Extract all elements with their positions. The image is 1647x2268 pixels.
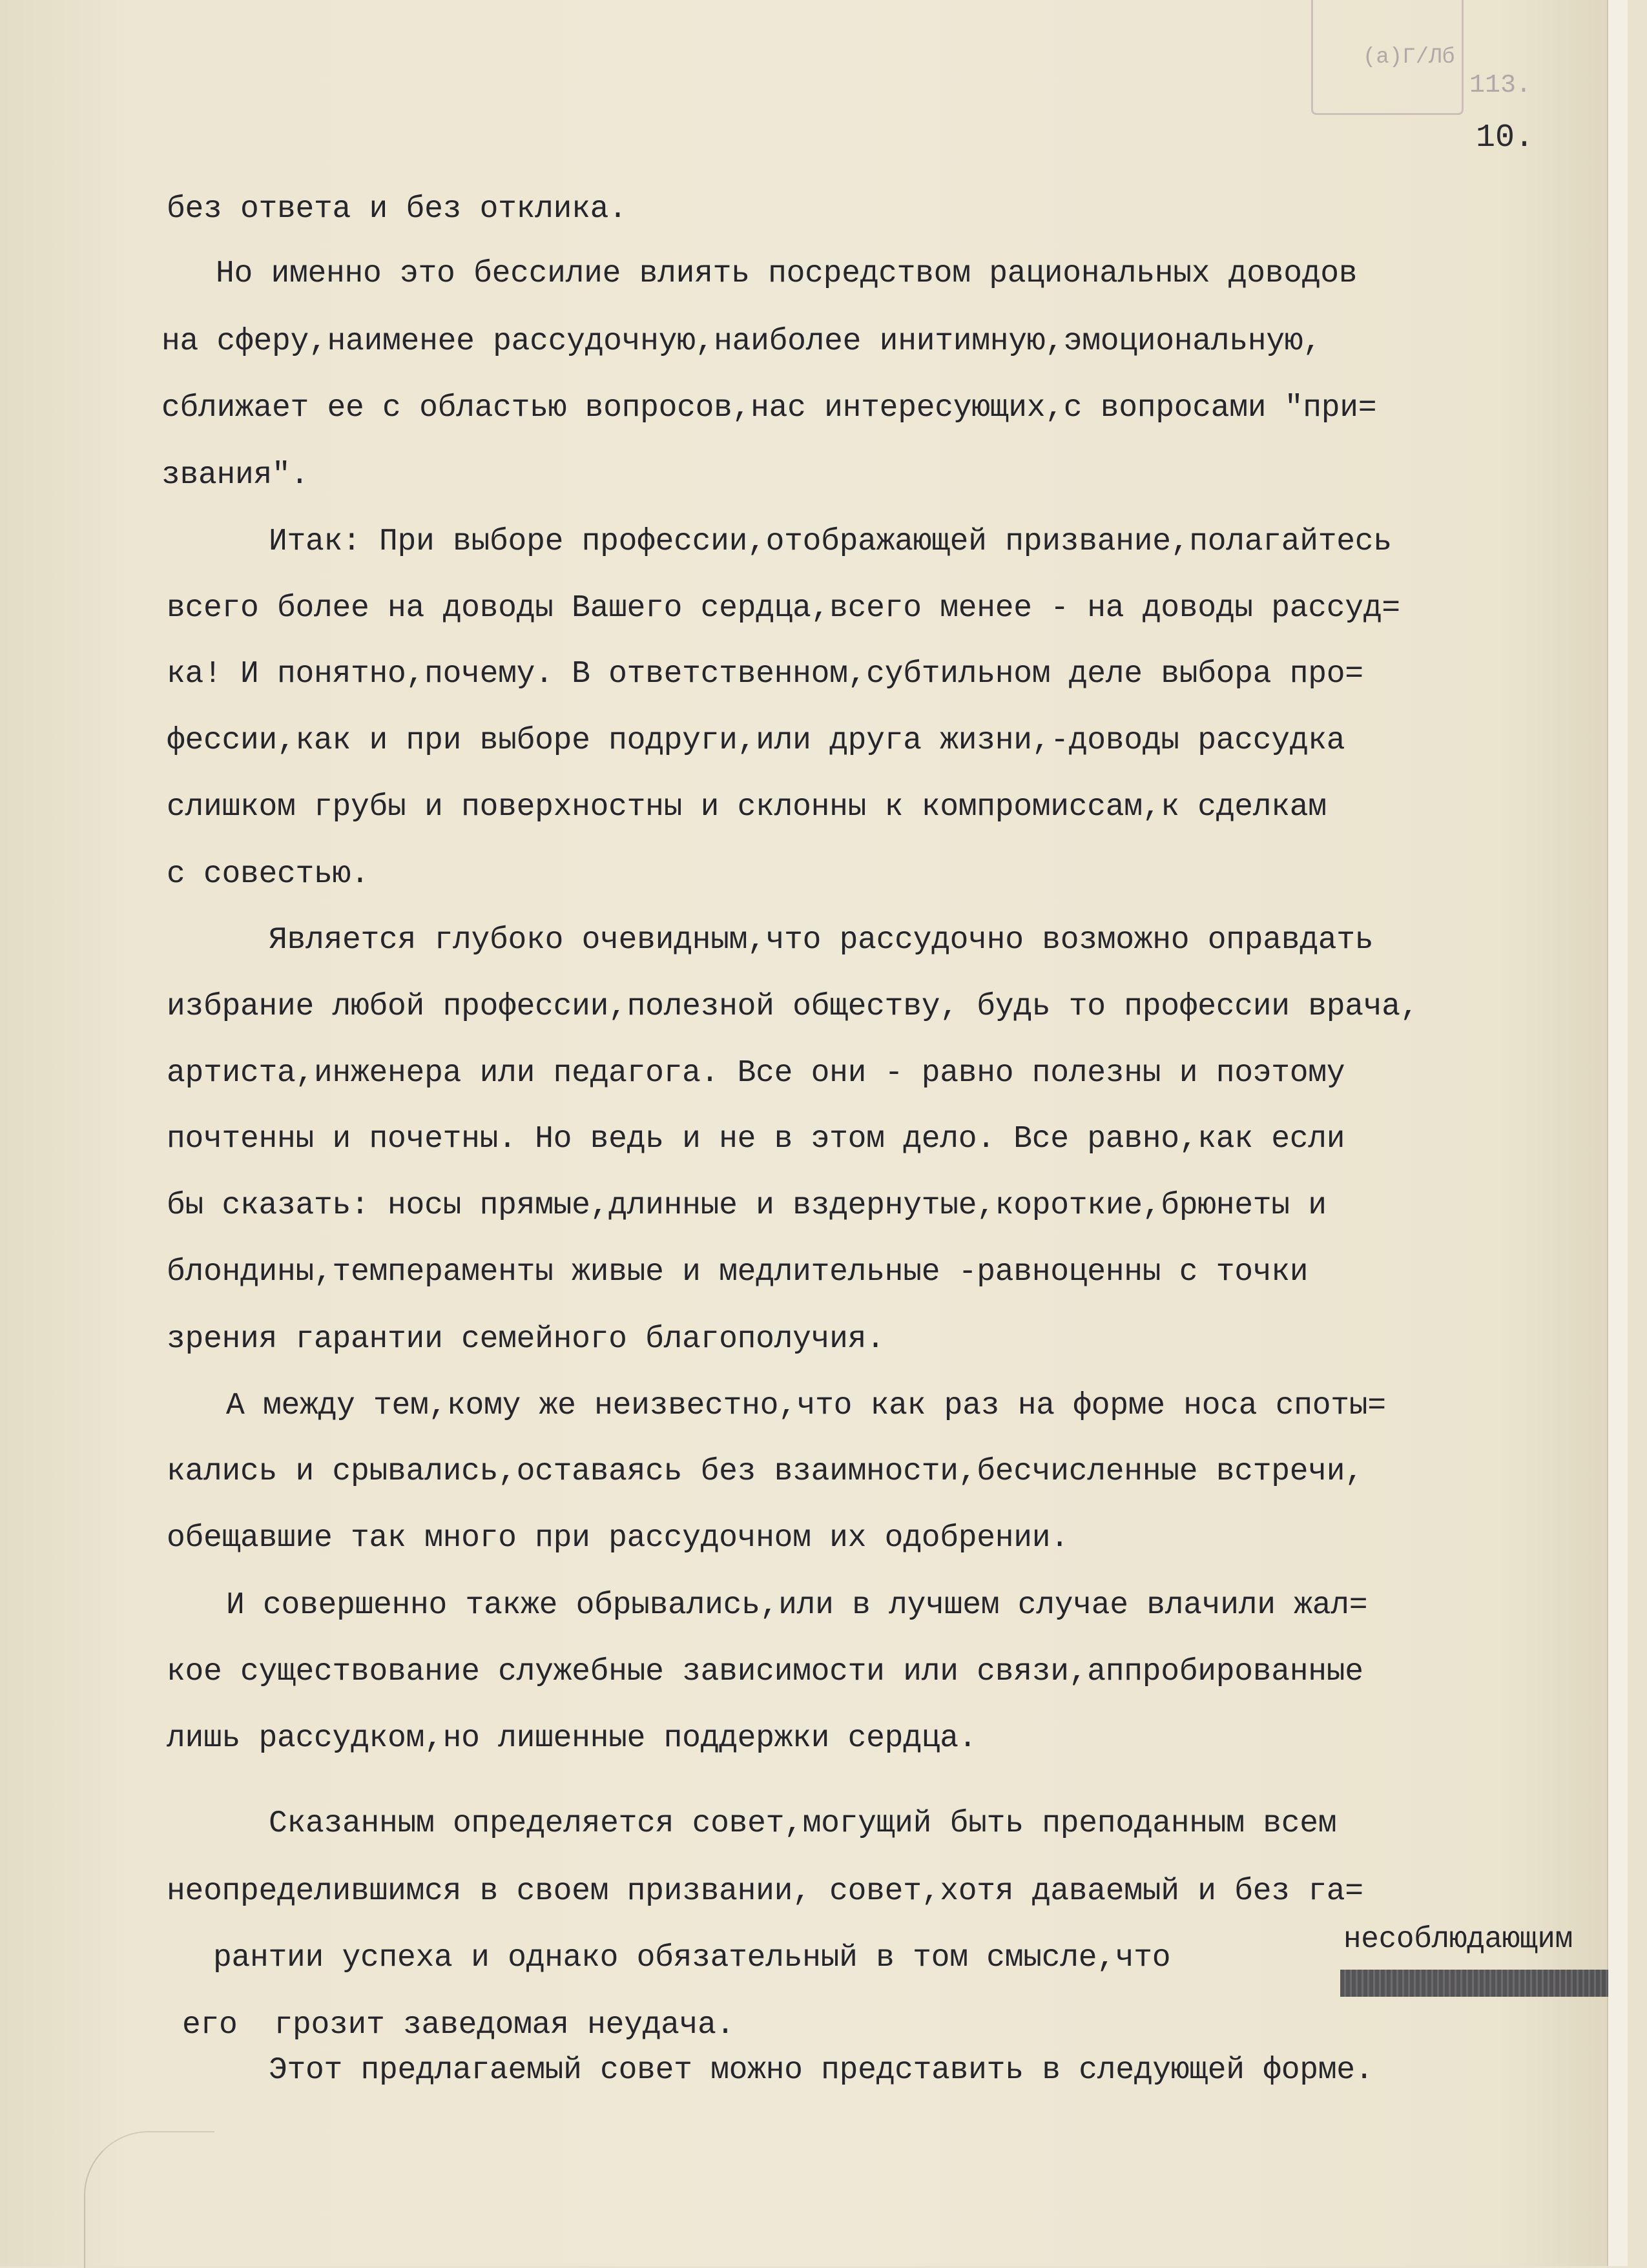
text-line: И совершенно также обрывались,или в лучшем случае влачили жал= bbox=[226, 1588, 1368, 1623]
text-line: слишком грубы и поверхностны и склонны к компромиссам,к сделкам bbox=[167, 790, 1327, 825]
text-line: Итак: При выборе профессии,отображающей призвание,полагайтесь bbox=[269, 524, 1392, 559]
text-line: неопределившимся в своем призвании, совет,хотя даваемый и без га= bbox=[167, 1874, 1363, 1909]
text-line: его грозит заведомая неудача. bbox=[182, 2008, 735, 2043]
page-fold-mark bbox=[84, 2131, 214, 2268]
text-line: с совестью. bbox=[167, 857, 369, 892]
text-line: рантии успеха и однако обязательный в том смысле,что bbox=[213, 1941, 1171, 1975]
page-number: 10. bbox=[1476, 119, 1535, 156]
stamp-mark-right: 113. bbox=[1469, 71, 1532, 100]
text-line: артиста,инженера или педагога. Все они - равно полезны и поэтому bbox=[167, 1056, 1345, 1091]
text-line: зрения гарантии семейного благополучия. bbox=[167, 1322, 885, 1357]
text-line: почтенны и почетны. Но ведь и не в этом дело. Все равно,как если bbox=[167, 1122, 1345, 1157]
text-line: всего более на доводы Вашего сердца,всего менее - на доводы рассуд= bbox=[167, 591, 1400, 626]
text-line: обещавшие так много при рассудочном их одобрении. bbox=[167, 1521, 1069, 1556]
text-line: кое существование служебные зависимости или связи,аппробированные bbox=[167, 1655, 1363, 1689]
handwritten-insertion: несоблюдающим bbox=[1343, 1923, 1573, 1956]
text-line: Является глубоко очевидным,что рассудочно возможно оправдать bbox=[269, 923, 1374, 958]
text-line: Этот предлагаемый совет можно представить в следующей форме. bbox=[269, 2053, 1374, 2088]
stamp-mark-left: (а)Г/Лб bbox=[1363, 45, 1455, 70]
text-line: Сказанным определяется совет,могущий быть преподанным всем bbox=[269, 1806, 1337, 1841]
text-line: сближает ее с областью вопросов,нас интересующих,с вопросами "при= bbox=[161, 391, 1377, 426]
text-line: фессии,как и при выборе подруги,или друга жизни,-доводы рассудка bbox=[167, 723, 1345, 758]
text-line: А между тем,кому же неизвестно,что как раз на форме носа споты= bbox=[226, 1388, 1386, 1423]
text-line: на сферу,наименее рассудочную,наиболее инитимную,эмоциональную, bbox=[161, 324, 1321, 359]
text-line: ка! И понятно,почему. В ответственном,субтильном деле выбора про= bbox=[167, 657, 1363, 692]
text-line: Но именно это бессилие влиять посредством рациональных доводов bbox=[216, 256, 1358, 291]
text-line: бы сказать: носы прямые,длинные и вздернутые,короткие,брюнеты и bbox=[167, 1188, 1327, 1223]
text-line: избрание любой профессии,полезной обществу, будь то профессии врача, bbox=[167, 989, 1419, 1024]
text-line: без ответа и без отклика. bbox=[167, 192, 627, 227]
text-line: блондины,темпераменты живые и медлительные -равноценны с точки bbox=[167, 1255, 1309, 1290]
struck-out-text bbox=[1340, 1970, 1608, 1997]
text-line: лишь рассудком,но лишенные поддержки сердца. bbox=[167, 1721, 977, 1756]
text-line: кались и срывались,оставаясь без взаимности,бесчисленные встречи, bbox=[167, 1454, 1363, 1489]
text-line: звания". bbox=[161, 458, 309, 493]
page-edge bbox=[1607, 0, 1628, 2266]
